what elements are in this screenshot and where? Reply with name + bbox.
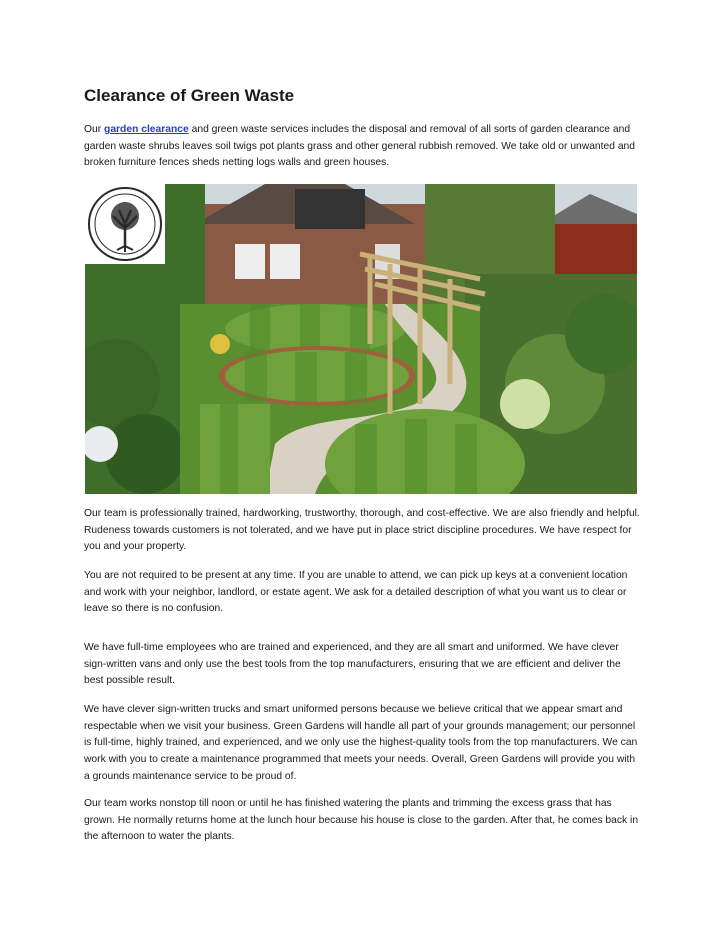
logo-image xyxy=(85,184,165,264)
garden-photo xyxy=(85,184,637,494)
intro-suffix: and green waste services includes the disposal and removal of all sorts of garden clearance and garden waste shrubs leaves soil twigs pot plants grass and other general rubbish removed. We take old or unwanted and broken furniture fences sheds netting logs walls and green houses. xyxy=(84,124,636,169)
paragraph-presence: You are not required to be present at any time. If you are unable to attend, we can pick up keys at a convenient location and work with your neighbor, landlord, or estate agent. We ask for a detailed description of what you want us to clear or leave so there is no confusion. xyxy=(84,570,628,615)
paragraph-team: Our team is professionally trained, hardworking, trustworthy, thorough, and cost-effective. We are also friendly and helpful. Rudeness towards customers is not tolerated, and we have put in place strict discipline procedures. We have respect for you and your property. xyxy=(84,508,640,553)
paragraph-employees: We have full-time employees who are trained and experienced, and they are all smart and uniformed. We have clever sign-written vans and only use the best tools from the top manufacturers, ensuring that we are efficient and deliver the best possible result. xyxy=(84,642,621,687)
garden-clearance-link[interactable]: garden clearance xyxy=(104,124,189,135)
intro-paragraph xyxy=(84,122,640,172)
paragraph-schedule: Our team works nonstop till noon or until he has finished watering the plants and trimming the excess grass that has grown. He normally returns home at the lunch hour because his house is close to the garden. After that, he comes back in the afternoon to water the plants. xyxy=(84,798,639,843)
intro-prefix: Our xyxy=(84,124,105,135)
paragraph-trucks: We have clever sign-written trucks and smart uniformed persons because we believe critical that we appear smart and respectable when we visit your business. Green Gardens will handle all part of your grounds management; our personnel is full-time, highly trained, and experienced, and we only use the highest-quality tools from the top manufacturers. We can work with you to create a maintenance programmed that meets your needs. Overall, Green Gardens will provide you with a grounds maintenance service to be proud of. xyxy=(84,704,638,782)
page-title: Clearance of Green Waste xyxy=(84,86,295,105)
